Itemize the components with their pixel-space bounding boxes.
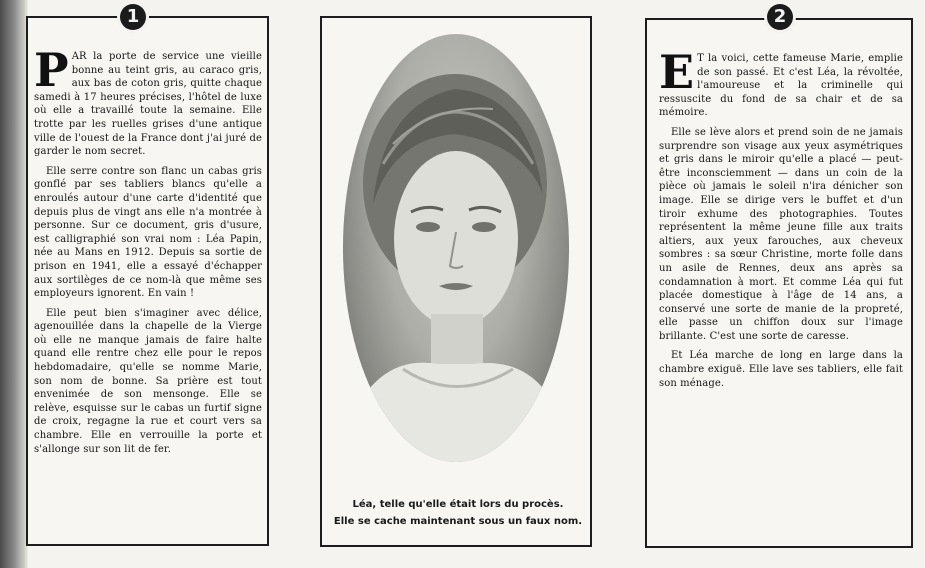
photo-caption: [330, 496, 586, 530]
article-column-1: [26, 16, 269, 546]
section-number-badge-1: 1: [120, 4, 146, 30]
article-column-2: [645, 18, 913, 548]
portrait-illustration: [343, 34, 569, 462]
column-1-text: [34, 43, 262, 462]
drop-cap: P: [34, 43, 69, 97]
column-2-paragraph: E T la voici, cette fameuse Marie, emplie de son passé. Et c'est Léa, la révoltée, l'amoureuse et la criminelle qui ressuscite du fond de sa chair et de sa mémoire.: [659, 45, 903, 119]
column-1-paragraph: Elle serre contre son flanc un cabas gris gonflé par ses tabliers blancs qu'elle a enroulés autour d'une carte d'identité que depuis plus de vingt ans elle n'a montrée à personne. Sur ce document, gris d'usure, est calligraphié son vrai nom : Léa Papin, née au Mans en 1912. Depuis sa sortie de prison en 1941, elle a essayé d'échapper aux sortilèges de ce nom-là que même ses employeurs ignorent. En vain !: [34, 165, 262, 300]
caption-line-2: Elle se cache maintenant sous un faux nom.: [333, 516, 583, 527]
column-2-paragraph: Et Léa marche de long en large dans la chambre exiguë. Elle lave ses tabliers, elle fait son ménage.: [659, 350, 903, 389]
column-2-text: [659, 45, 903, 396]
caption-line-1: Léa, telle qu'elle était lors du procès.: [352, 499, 564, 510]
section-number-badge-2: 2: [767, 4, 793, 30]
portrait-photo: [343, 34, 569, 462]
column-1-paragraph: Elle peut bien s'imaginer avec délice, agenouillée dans la chapelle de la Vierge où elle ne manque jamais de faire halte quand elle rentre chez elle pour le repos hebdomadaire, qu'elle se nomme Marie, son nom de bonne. Sa prière est tout envenimée de son mensonge. Elle se relève, esquisse sur le cabas un furtif signe de croix, regagne la rue et court vers sa chambre. Elle en verrouille la porte et s'allonge sur son lit de fer.: [34, 307, 262, 455]
column-1-paragraph: PAR la porte de service une vieille bonne au teint gris, au caraco gris, aux bas de coton gris, quitte chaque samedi à 17 heures précises, l'hôtel de luxe où elle a travaillé toute la semaine. Elle trotte par les ruelles grises d'une antique ville de l'ouest de la France dont j'ai juré de garder le nom secret.: [34, 43, 262, 158]
drop-cap: E: [659, 45, 695, 99]
photo-panel: [320, 16, 592, 547]
column-2-paragraph: Elle se lève alors et prend soin de ne jamais surprendre son visage aux yeux asymétriques et gris dans le miroir qu'elle a placé — peut-être inconsciemment — dans un coin de la pièce où jamais le soleil n'ira dénicher son image. Elle se dirige vers le buffet et d'un tiroir exhume des photographies. Toutes représentent la même jeune fille aux traits altiers, aux yeux farouches, aux cheveux sombres : sa sœur Christine, morte folle dans un asile de Rennes, deux ans après sa condamnation à mort. Et comme Léa qui fut placée domestique à l'âge de 14 ans, a conservé une sorte de manie de la propreté, elle passe un chiffon doux sur l'image brillante. C'est une sorte de caresse.: [659, 126, 903, 342]
